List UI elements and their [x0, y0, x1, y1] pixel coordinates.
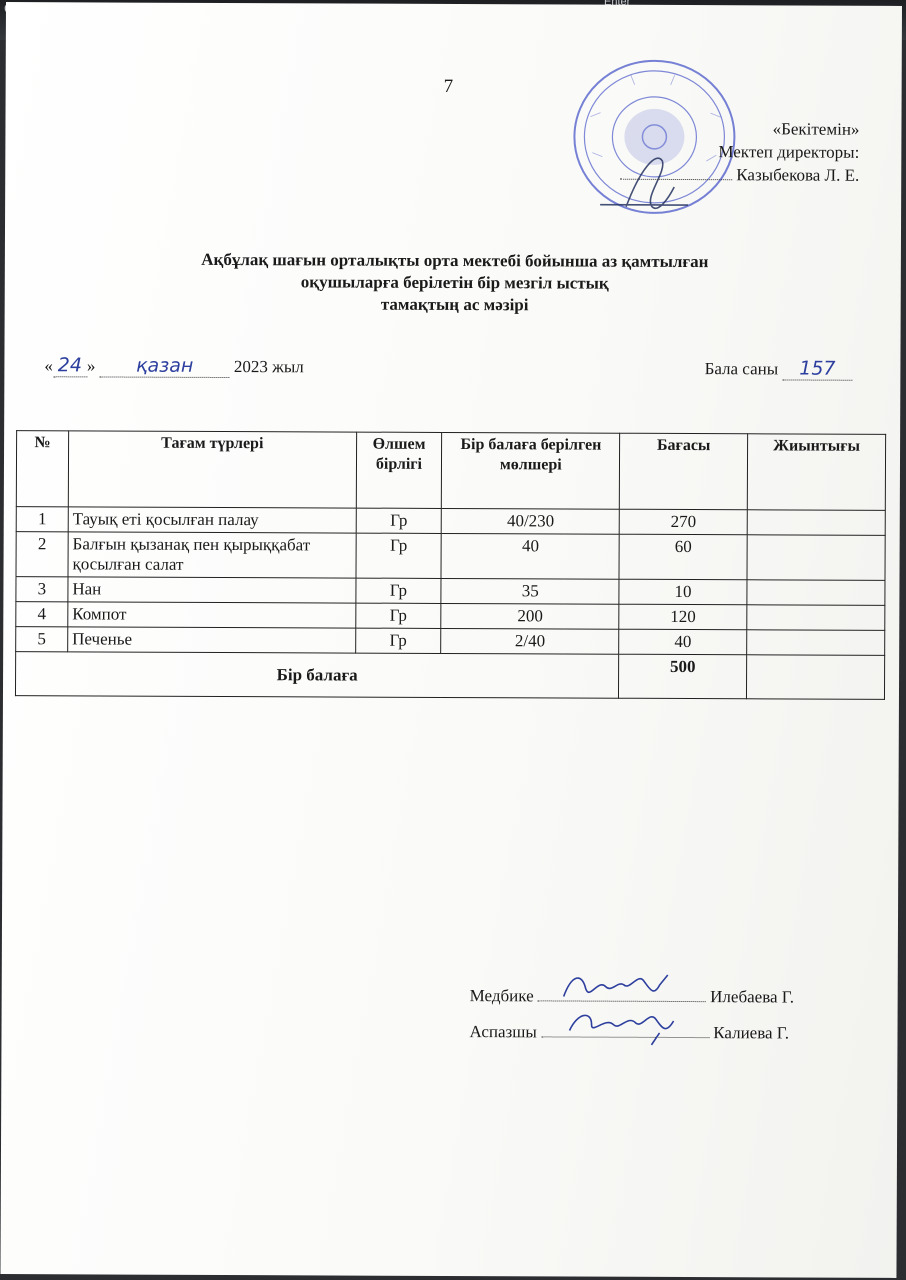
- price: 120: [619, 604, 747, 630]
- column-header: №: [16, 431, 68, 507]
- signatures-block: [469, 978, 794, 1051]
- total: [747, 580, 885, 606]
- approval-signature-row: [620, 163, 859, 187]
- nurse-label: Медбике: [469, 986, 534, 1006]
- unit: Гр: [356, 533, 442, 578]
- total-label: Бір балаға: [15, 652, 618, 699]
- cook-name: Калиева Г.: [713, 1023, 790, 1043]
- portion: 40: [441, 533, 619, 579]
- cook-signature-row: [469, 1014, 793, 1051]
- table-row: [16, 532, 885, 581]
- table-total-row: [15, 652, 884, 700]
- table-row: [16, 602, 885, 631]
- total: [747, 535, 885, 581]
- dish-name: Печенье: [68, 627, 356, 653]
- approval-heading: «Бекітемін»: [772, 119, 860, 139]
- column-header: Тағам түрлері: [68, 431, 356, 508]
- nurse-name: Илебаева Г.: [710, 987, 795, 1007]
- approval-position: Мектеп директоры:: [718, 142, 860, 162]
- date-month: қазан: [100, 354, 230, 378]
- page-number: 7: [443, 75, 454, 97]
- unit: Гр: [355, 628, 441, 653]
- row-number: 1: [16, 507, 68, 532]
- document-title: [85, 248, 825, 317]
- row-number: 5: [16, 627, 68, 652]
- unit: Гр: [356, 508, 442, 533]
- director-name: Казыбекова Л. Е.: [736, 165, 860, 185]
- price: 60: [619, 534, 747, 580]
- date-day: 24: [53, 354, 87, 377]
- row-number: 2: [16, 532, 68, 577]
- unit: Гр: [355, 603, 441, 628]
- total-sum: [747, 655, 885, 700]
- portion: 2/40: [441, 628, 619, 654]
- row-number: 3: [16, 577, 68, 602]
- unit: Гр: [355, 578, 441, 603]
- date-close-quote: »: [86, 356, 96, 376]
- title-line: Ақбұлақ шағын орталықты орта мектебі бойынша аз қамтылған: [201, 249, 709, 272]
- portion: 35: [441, 578, 619, 604]
- menu-table: [15, 430, 886, 700]
- table-header-row: [16, 431, 885, 511]
- dish-name: Балғын қызанақ пен қырыққабат қосылған салат: [68, 532, 356, 578]
- total: [747, 510, 885, 536]
- dish-name: Нан: [68, 577, 356, 603]
- children-count-row: [705, 357, 853, 381]
- handwritten-signature: [561, 1002, 691, 1047]
- price: 10: [619, 579, 747, 605]
- approval-block: [620, 117, 859, 187]
- handwritten-signature: [558, 966, 678, 1007]
- table-row: [16, 627, 885, 656]
- document-page: [0, 2, 902, 1278]
- menu-date: [44, 354, 304, 378]
- price: 270: [619, 509, 747, 535]
- director-signature-line: [620, 179, 732, 180]
- portion: 40/230: [442, 508, 620, 534]
- table-row: [16, 507, 885, 536]
- total: [747, 630, 885, 656]
- date-open-quote: «: [44, 356, 53, 376]
- cook-label: Аспазшы: [469, 1022, 537, 1042]
- nurse-signature: [538, 982, 706, 1002]
- total: [747, 605, 885, 631]
- row-number: 4: [16, 602, 68, 627]
- title-line: оқушыларға берілетін бір мезгіл ыстық: [300, 272, 609, 293]
- dish-name: Тауық еті қосылған палау: [68, 507, 356, 533]
- column-header: Өлшем бірлігі: [356, 432, 442, 508]
- total-price: 500: [619, 654, 747, 699]
- children-count-label: Бала саны: [704, 359, 779, 379]
- cook-signature: [541, 1018, 709, 1038]
- date-year: 2023 жыл: [233, 357, 304, 377]
- table-row: [16, 577, 885, 606]
- column-header: Бағасы: [620, 433, 748, 510]
- title-line: тамақтың ас мәзірі: [380, 294, 529, 315]
- portion: 200: [441, 603, 619, 629]
- dish-name: Компот: [68, 602, 356, 628]
- price: 40: [619, 629, 747, 655]
- column-header: Жиынтығы: [747, 434, 885, 511]
- column-header: Бір балаға берілген мөлшері: [442, 432, 620, 509]
- children-count-value: 157: [782, 357, 852, 380]
